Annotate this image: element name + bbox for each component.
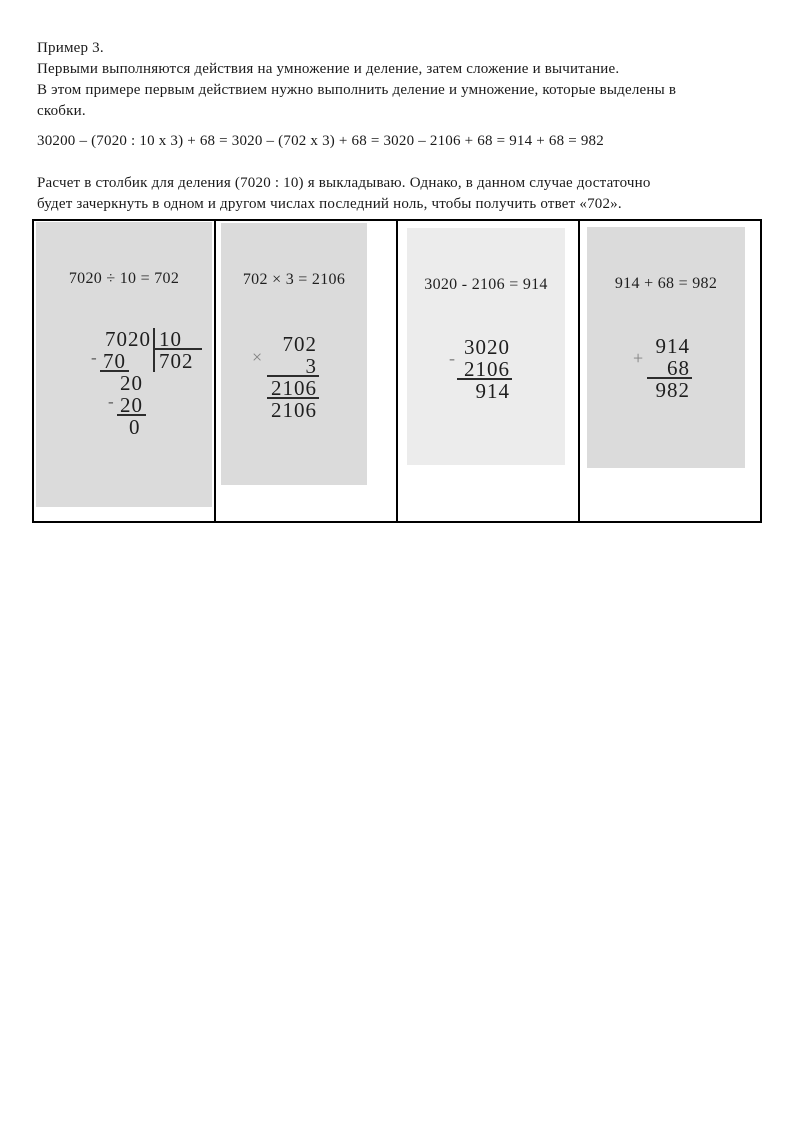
division-minus-sign-2: - — [108, 392, 115, 411]
addition-column-layout — [633, 334, 692, 402]
division-minus-sign-1: - — [91, 348, 98, 367]
note-block — [37, 173, 767, 215]
long-division-layout — [91, 328, 202, 438]
multiplication-result: 2106 — [271, 398, 317, 422]
division-remainder: 0 — [129, 415, 141, 439]
multiplication-factor-2: 3 — [267, 355, 319, 377]
multiplication-image-panel — [221, 223, 367, 485]
long-division-right-column — [153, 328, 202, 372]
division-step-2: 20 — [120, 371, 143, 395]
multiplication-product-line: 2106 — [267, 377, 319, 399]
division-heading: 7020 ÷ 10 = 702 — [68, 270, 180, 287]
table-cell-subtraction — [396, 221, 578, 521]
intro-line-2: В этом примере первым действием нужно выполнить деление и умножение, которые выделены в — [37, 82, 677, 98]
example-title: Пример 3. — [37, 40, 104, 56]
multiplication-heading: 702 × 3 = 2106 — [242, 271, 346, 288]
table-cell-multiplication — [214, 221, 396, 521]
addition-image-panel — [587, 227, 745, 468]
addition-addend-2: 68 — [647, 357, 692, 379]
division-step-1 — [91, 350, 153, 372]
table-cell-division — [34, 221, 214, 521]
subtraction-image-panel — [407, 228, 565, 465]
expression-formula: 30200 – (7020 : 10 x 3) + 68 = 3020 – (702 x 3) + 68 = 3020 – 2106 + 68 = 914 + 68 = 982 — [37, 133, 604, 149]
subtraction-heading: 3020 - 2106 = 914 — [424, 276, 548, 293]
text-block — [37, 38, 767, 215]
long-division-left-column — [91, 328, 153, 438]
division-step-3-value: 20 — [117, 394, 146, 416]
multiplication-factor-1: 702 — [282, 332, 317, 356]
subtraction-minuend: 3020 — [464, 335, 510, 359]
multiplication-column-layout — [252, 332, 319, 422]
note-line-2: будет зачеркнуть в одном и другом числах последний ноль, чтобы получить ответ «702». — [37, 196, 622, 212]
subtraction-minus-sign: - — [449, 348, 456, 368]
division-step-3 — [91, 394, 153, 416]
addition-heading: 914 + 68 = 982 — [614, 275, 718, 292]
multiplication-times-sign: × — [252, 347, 264, 367]
table-cell-addition — [578, 221, 760, 521]
division-divisor: 10 — [155, 328, 202, 350]
calculation-table — [32, 219, 762, 523]
division-image-panel — [36, 222, 212, 507]
subtraction-difference: 914 — [475, 379, 510, 403]
addition-addend-1: 914 — [655, 334, 690, 358]
subtraction-column-layout — [449, 335, 512, 403]
division-dividend: 7020 — [105, 327, 151, 351]
intro-line-3: скобки. — [37, 103, 86, 119]
note-line-1: Расчет в столбик для деления (7020 : 10) я выкладываю. Однако, в данном случае достаточно — [37, 175, 651, 191]
division-quotient: 702 — [159, 349, 194, 373]
division-step-1-value: 70 — [100, 350, 129, 372]
addition-sum: 982 — [655, 378, 690, 402]
intro-line-1: Первыми выполняются действия на умножение и деление, затем сложение и вычитание. — [37, 61, 620, 77]
subtraction-subtrahend: 2106 — [457, 358, 512, 380]
addition-plus-sign: + — [633, 348, 645, 368]
